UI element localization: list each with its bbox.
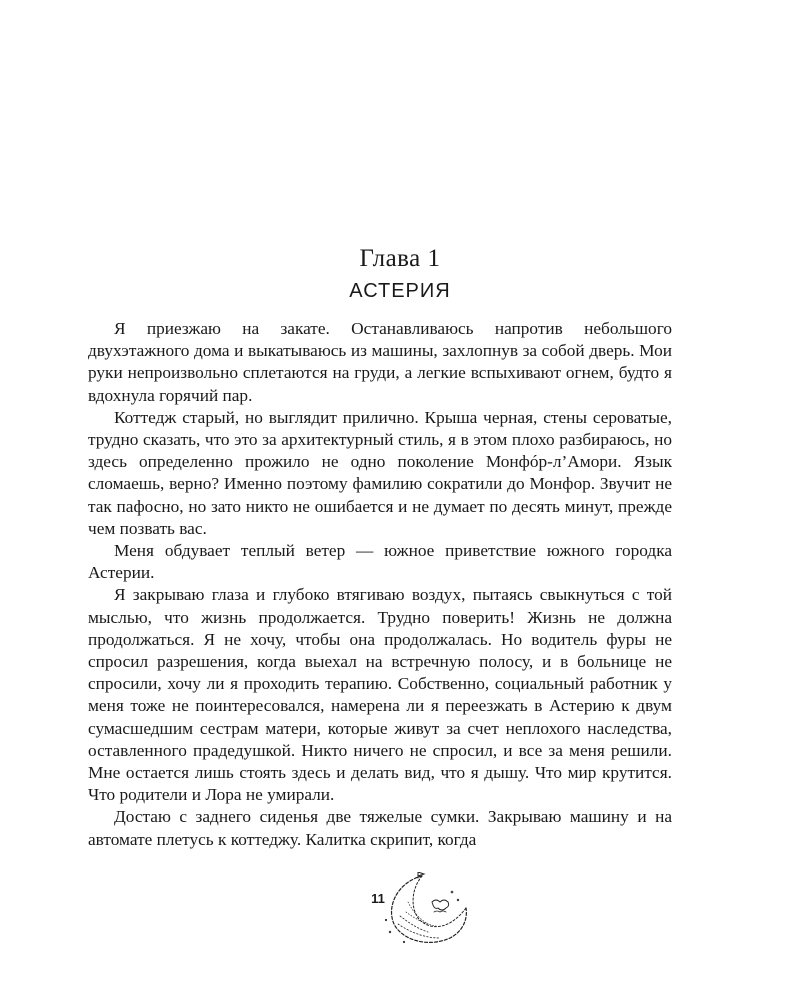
paragraph: Меня обдувает теплый ветер — южное приветствие южного городка Астерии. xyxy=(88,541,672,583)
chapter-title: АСТЕРИЯ xyxy=(349,280,451,302)
paragraph: Я закрываю глаза и глубоко втягиваю воздух, пытаясь свыкнуться с той мыслью, что жизнь продолжается. Трудно поверить! Жизнь не должна продолжаться. Я не хочу, чтобы она продолжалась. Но водитель фуры не спросил разрешения, когда выехал на встречную полосу, и в больнице не спросили, хочу ли я проходить терапию. Собственно, социальный работник у меня тоже не поинтересовался, намерена ли я переезжать в Астерию к двум сумасшедшим сестрам матери, которые живут за счет неплохого наследства, оставленного прадедушкой. Никто ничего не спросил, и все за меня решили. Мне остается лишь стоять здесь и делать вид, что я дышу. Что мир крутится. Что родители и Лора не умирали. xyxy=(88,585,672,805)
body-text xyxy=(88,318,672,851)
paragraph: Я приезжаю на закате. Останавливаюсь напротив небольшого двухэтажного дома и выкатываюсь из машины, захлопнув за собой дверь. Мои руки непроизвольно сплетаются на груди, а легкие вспыхивают огнем, будто я вдохнула горячий пар. xyxy=(88,319,672,405)
page-number: 11 xyxy=(371,891,385,906)
crescent-moon-sketch-icon xyxy=(378,872,470,948)
paragraph: Коттедж старый, но выглядит прилично. Крыша черная, стены сероватые, трудно сказать, что это за архитектурный стиль, я в этом плохо разбираюсь, но здесь определенно прожило не одно поколение Монфóр-л’Амори. Язык сломаешь, верно? Именно поэтому фамилию сократили до Монфор. Звучит не так пафосно, но зато никто не ошибается и не думает по десять минут, прежде чем позвать вас. xyxy=(88,407,672,538)
chapter-number: Глава 1 xyxy=(359,245,441,272)
chapter-heading xyxy=(0,244,800,306)
paragraph: Достаю с заднего сиденья две тяжелые сумки. Закрываю машину и на автомате плетусь к коттеджу. Калитка скрипит, когда xyxy=(88,807,672,849)
